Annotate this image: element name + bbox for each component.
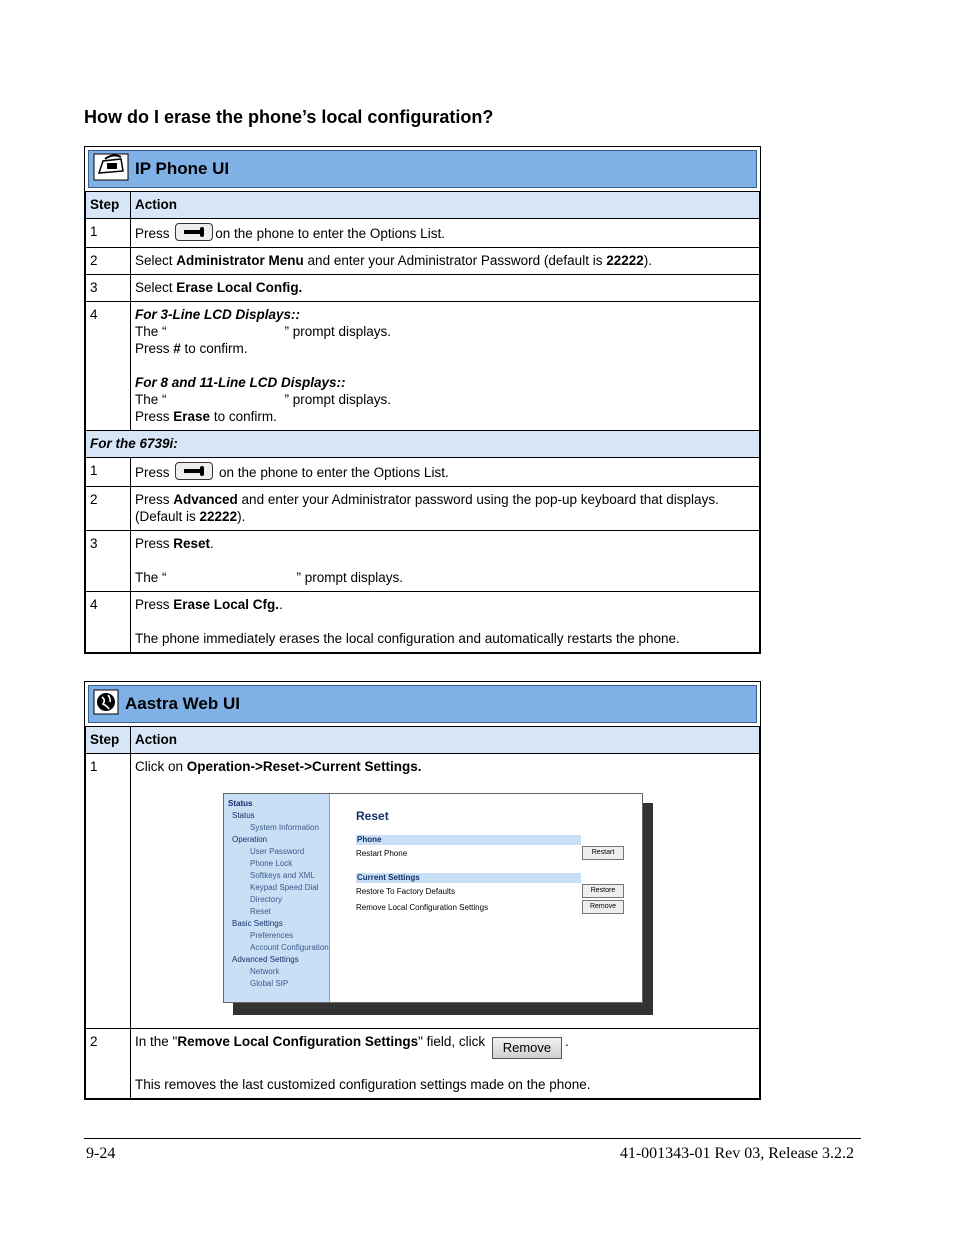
ip-phone-steps-table: [85, 191, 760, 653]
step-action: Select Erase Local Config.: [131, 275, 760, 302]
sidebar-item[interactable]: Softkeys and XML: [250, 871, 315, 880]
step-action: For 3-Line LCD Displays:: The “ ” prompt displays. Press # to confirm. For 8 and 11-Line LCD Displays:: The “ ” prompt displays. Press Erase to confirm.: [131, 302, 760, 431]
step-number: 3: [86, 531, 131, 592]
col-action-header: Action: [131, 727, 760, 754]
step-action: Press Erase Local Cfg.. The phone immediately erases the local configuration and automatically restarts the phone.: [131, 592, 760, 653]
sidebar-item[interactable]: Preferences: [250, 931, 294, 940]
document-id: 41-001343-01 Rev 03, Release 3.2.2: [619, 1145, 854, 1162]
remove-button[interactable]: Remove: [582, 900, 624, 914]
sidebar-item[interactable]: System Information: [250, 823, 319, 832]
current-settings-bar: Current Settings: [356, 873, 581, 883]
step-number: 4: [86, 302, 131, 431]
step-action: Click on Operation->Reset->Current Settings. Status Status System Information Operation User Password Phone Lock Softkeys and XML Keypad Speed Dial Directory Reset Basic Settings Preferences Account Configuration Advanced Settings Network Global SIP Reset Phone Restart Phone Restart Current Settings Restore To Factory Defaults Restore Remove Local Configuration Settings Remove: [131, 754, 760, 1029]
sidebar-item[interactable]: Global SIP: [250, 979, 289, 988]
web-ui-sidebar: [224, 794, 330, 1002]
step-number: 2: [86, 487, 131, 531]
step-action: In the "Remove Local Configuration Settings" field, click Remove . This removes the last customized configuration settings made on the phone.: [131, 1029, 760, 1099]
ip-phone-ui-panel: [84, 146, 761, 654]
sidebar-item[interactable]: Status: [232, 811, 255, 820]
factory-row: Restore To Factory Defaults Restore: [356, 883, 624, 899]
subheading-6739i: For the 6739i:: [86, 431, 760, 458]
sidebar-item[interactable]: Operation: [232, 835, 268, 844]
step-action: Press on the phone to enter the Options List.: [131, 219, 760, 248]
web-ui-steps-table: [85, 726, 760, 1099]
aastra-web-ui-header: [88, 685, 757, 723]
step-number: 2: [86, 1029, 131, 1099]
web-ui-screenshot: [223, 793, 653, 1015]
step-number: 1: [86, 219, 131, 248]
table-row: [86, 458, 760, 487]
page-heading: How do I erase the phone’s local configuration?: [84, 107, 494, 127]
aastra-web-ui-panel: [84, 681, 761, 1100]
sidebar-item[interactable]: Network: [250, 967, 280, 976]
table-row: [86, 487, 760, 531]
step-action: Press Advanced and enter your Administrator password using the pop-up keyboard that displays. (Default is 22222).: [131, 487, 760, 531]
step-number: 1: [86, 458, 131, 487]
sidebar-item[interactable]: Account Configuration: [250, 943, 329, 952]
options-key-icon: [175, 462, 213, 480]
reset-title: Reset: [356, 809, 389, 823]
restart-button[interactable]: Restart: [582, 846, 624, 860]
remove-button-image: Remove: [492, 1037, 562, 1059]
web-ui-main: [330, 794, 642, 1002]
phone-icon: [93, 153, 129, 186]
panel-title: IP Phone UI: [135, 159, 230, 178]
step-number: 3: [86, 275, 131, 302]
sidebar-item[interactable]: Basic Settings: [232, 919, 283, 928]
sidebar-item[interactable]: Directory: [250, 895, 283, 904]
footer-divider: [84, 1138, 861, 1139]
sidebar-item[interactable]: Phone Lock: [250, 859, 293, 868]
step-number: 2: [86, 248, 131, 275]
table-row: [86, 219, 760, 248]
table-row: [86, 754, 760, 1029]
table-row: [86, 275, 760, 302]
restart-row: Restart Phone Restart: [356, 845, 624, 861]
step-number: 1: [86, 754, 131, 1029]
col-action-header: Action: [131, 192, 760, 219]
options-key-icon: [175, 223, 213, 241]
col-step-header: Step: [86, 192, 131, 219]
table-subheading-row: [86, 431, 760, 458]
step-number: 4: [86, 592, 131, 653]
step-action: Select Administrator Menu and enter your Administrator Password (default is 22222).: [131, 248, 760, 275]
sidebar-item[interactable]: User Password: [250, 847, 305, 856]
panel-title: Aastra Web UI: [125, 694, 240, 713]
col-step-header: Step: [86, 727, 131, 754]
phone-section-bar: Phone: [356, 835, 581, 845]
sidebar-item[interactable]: Advanced Settings: [232, 955, 299, 964]
sidebar-item[interactable]: Keypad Speed Dial: [250, 883, 319, 892]
table-row: [86, 302, 760, 431]
step-action: Press on the phone to enter the Options List.: [131, 458, 760, 487]
sidebar-item[interactable]: Reset: [250, 907, 271, 916]
globe-icon: [93, 689, 119, 720]
table-row: [86, 592, 760, 653]
remove-row: Remove Local Configuration Settings Remove: [356, 899, 624, 915]
step-action: Press Reset. The “ ” prompt displays.: [131, 531, 760, 592]
table-row: [86, 1029, 760, 1099]
restore-button[interactable]: Restore: [582, 884, 624, 898]
table-row: [86, 248, 760, 275]
ip-phone-ui-header: [88, 150, 757, 188]
sidebar-item[interactable]: Status: [228, 799, 253, 808]
page-number: 9-24: [86, 1145, 116, 1162]
table-row: [86, 531, 760, 592]
